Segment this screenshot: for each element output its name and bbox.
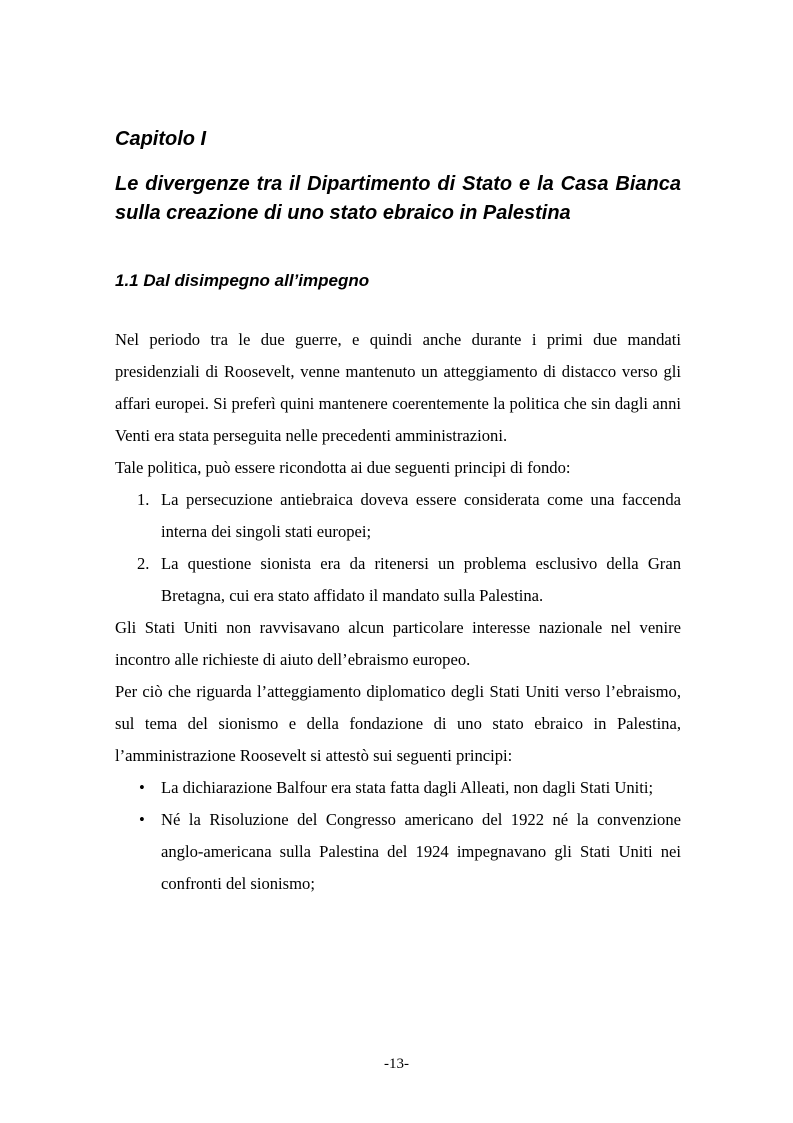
paragraph: Nel periodo tra le due guerre, e quindi anche durante i primi due mandati presidenziali di Roosevelt, venne mantenuto un atteggiamento di distacco verso gli affari europei. Si preferì quini mantenere coerentemente la politica che sin dagli anni Venti era stata perseguita nelle precedenti amministrazioni. [115,330,681,445]
paragraph: Per ciò che riguarda l’atteggiamento diplomatico degli Stati Uniti verso l’ebraismo, sul tema del sionismo e della fondazione di uno stato ebraico in Palestina, l’amministrazione Roosevelt si attestò sui seguenti principi: [115,682,681,765]
list-number: 2. [137,554,150,573]
body-text [115,324,681,900]
bullet-icon: • [139,810,145,829]
list-item [115,548,681,612]
list-item [115,484,681,548]
chapter-title: Le divergenze tra il Dipartimento di Stato e la Casa Bianca sulla creazione di uno stato ebraico in Palestina [115,173,681,224]
list-item-text: Né la Risoluzione del Congresso americano del 1922 né la convenzione anglo-americana sulla Palestina del 1924 impegnavano gli Stati Uniti nei confronti del sionismo; [161,810,681,893]
paragraph: Tale politica, può essere ricondotta ai due seguenti principi di fondo: [115,458,571,477]
list-item [115,772,681,804]
paragraph: Gli Stati Uniti non ravvisavano alcun particolare interesse nazionale nel venire incontro alle richieste di aiuto dell’ebraismo europeo. [115,618,681,669]
chapter-label: Capitolo I [115,128,207,150]
page-number: -13- [384,1056,409,1072]
bullet-icon: • [139,778,145,797]
list-number: 1. [137,490,150,509]
list-item-text: La questione sionista era da ritenersi un problema esclusivo della Gran Bretagna, cui era stato affidato il mandato sulla Palestina. [161,554,681,605]
list-item-text: La persecuzione antiebraica doveva essere considerata come una faccenda interna dei singoli stati europei; [161,490,681,541]
numbered-list [115,484,681,612]
section-heading: 1.1 Dal disimpegno all’impegno [115,271,370,290]
list-item-text: La dichiarazione Balfour era stata fatta dagli Alleati, non dagli Stati Uniti; [161,778,654,797]
list-item [115,804,681,900]
bullet-list [115,772,681,900]
